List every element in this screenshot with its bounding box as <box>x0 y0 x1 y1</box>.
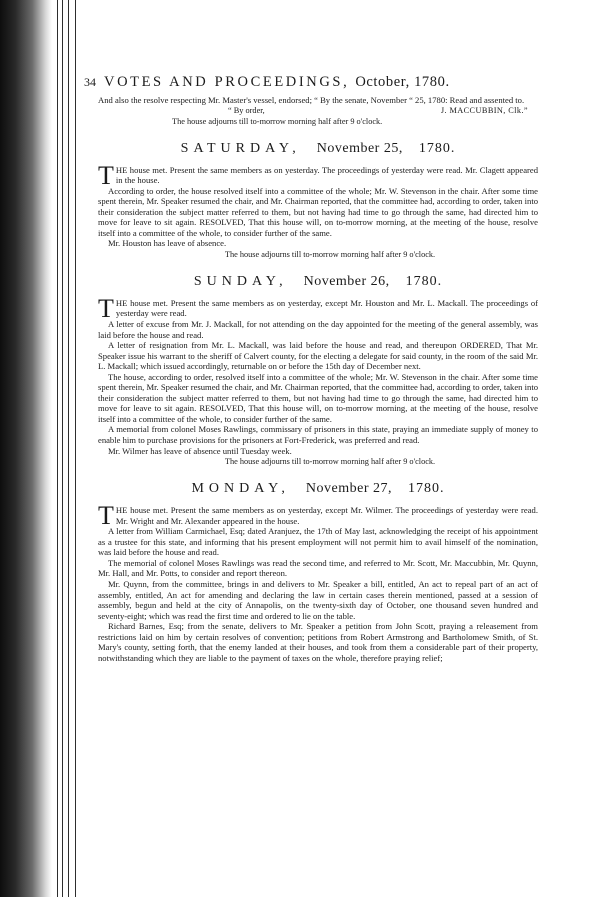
paragraph: According to order, the house resolved itself into a committee of the whole; Mr. W. Stevenson in the chair. After some time spent therein, Mr. Speaker resumed the chair, and Mr. Chairman reported, that the committee had, according to order, taken into their consideration the subject matter referred to them, but not having had time to go through the same, had directed him to move for leave to sit again. RESOLVED, That this house will, on to-morrow morning, at the meeting of the house, resolve itself into a committee of the whole, to consider further of the same. <box>98 185 538 238</box>
document-page <box>84 74 538 663</box>
day-heading-saturday <box>98 141 538 157</box>
paragraph: THE house met. Present the same members as on yesterday. The proceedings of yesterday were read. Mr. Clagett appeared in the house. <box>98 160 538 190</box>
paragraph: A letter of excuse from Mr. J. Mackall, for not attending on the day appointed for the meeting of the general assembly, was laid before the house and read. <box>98 319 538 340</box>
binding-line <box>62 0 63 897</box>
paragraph: Mr. Houston has leave of absence. <box>108 238 227 249</box>
running-header <box>84 74 538 91</box>
drop-cap: T <box>98 160 114 190</box>
day-date: November 26, <box>303 273 390 289</box>
paragraph: The memorial of colonel Moses Rawlings was read the second time, and referred to Mr. Scott, Mr. Maccubbin, Mr. Quynn, Mr. Hall, and Mr. Potts, to consider and report thereon. <box>98 557 538 579</box>
adjournment-note: The house adjourns till to-morrow morning half after 9 o'clock. <box>224 249 436 259</box>
paragraph: A letter from William Carmichael, Esq; dated Aranjuez, the 17th of May last, acknowledging the receipt of his appointment as a trustee for this state, and informing that his present employment will not permit him to avail himself of the nomination, was laid before the house and read. <box>98 526 538 558</box>
by-order: “ By order, <box>228 105 265 115</box>
binding-line <box>75 0 76 897</box>
day-heading-sunday <box>98 274 538 290</box>
paragraph: And also the resolve respecting Mr. Master's vessel, endorsed; “ By the senate, November “ 25, 1780: Read and assented to. <box>98 95 525 105</box>
paragraph: THE house met. Present the same members as on yesterday, except Mr. Houston and Mr. L. Mackall. The proceedings of yesterday were read. <box>98 293 538 323</box>
day-heading-monday <box>98 481 538 497</box>
paragraph: Mr. Quynn, from the committee, brings in and delivers to Mr. Speaker a bill, entitled, An act to repeal part of an act of assembly, entitled, An act for amending and declaring the law in certain cases therein mentioned, passed at a session of assembly, begun and held at the city of Annapolis, on the twenty-sixth day of October, one thousand seven hundred and seventy-eight; which was read the first time and ordered to lie on the table. <box>98 578 538 621</box>
paragraph: A memorial from colonel Moses Rawlings, commissary of prisoners in this state, praying an immediate supply of money to enable him to purchase provisions for the prisoners at Fort-Frederick, was preferred and read. <box>98 424 538 446</box>
drop-cap: T <box>98 293 114 323</box>
drop-cap: T <box>98 501 114 531</box>
day-name: MONDAY, <box>191 481 290 497</box>
paragraph: Mr. Wilmer has leave of absence until Tuesday week. <box>108 445 292 456</box>
binding-line <box>57 0 58 897</box>
paragraph: The house, according to order, resolved itself into a committee of the whole; Mr. W. Stevenson in the chair. After some time spent therein, Mr. Speaker resumed the chair, and Mr. Chairman reported, that the committee had, according to order, taken into their consideration the subject matter referred to them, but not having had time to go through the same, had directed him to move for leave to sit again. RESOLVED, That this house will, on to-morrow morning, at the meeting of the house, resolve itself into a committee of the whole, to consider further of the same. <box>98 371 538 424</box>
day-year: 1780. <box>418 140 456 156</box>
day-year: 1780. <box>405 273 443 289</box>
clerk-signature: J. MACCUBBIN, Clk.” <box>440 105 528 115</box>
paragraph: A letter of resignation from Mr. L. Mackall, was laid before the house and read, and thereupon ORDERED, That Mr. Speaker issue his warrant to the sheriff of Calvert county, for the electing a delegate for said county, in the room of the said Mr. L. Mackall; which issued accordingly, returnable on or before the 15th day of December next. <box>98 340 538 372</box>
day-name: SATURDAY, <box>180 140 301 156</box>
day-year: 1780. <box>408 481 445 497</box>
running-title: VOTES AND PROCEEDINGS, <box>104 74 350 90</box>
day-name: SUNDAY, <box>193 273 288 289</box>
paragraph: Richard Barnes, Esq; from the senate, delivers to Mr. Speaker a petition from John Scott, praying a releasement from restrictions laid on him by certain resolves of convention; petitions from Robert Armstrong and Bartholomew Smith, of St. Mary's county, setting forth, that the enemy landed at their houses, and took from them a considerable part of their property, notwithstanding which they are liable to the payment of taxes on the whole, therefore praying relief; <box>98 621 538 663</box>
adjournment-note: The house adjourns till to-morrow morning half after 9 o'clock. <box>224 457 436 467</box>
day-date: November 27, <box>305 481 392 497</box>
running-date: October, 1780. <box>355 74 450 90</box>
day-date: November 25, <box>316 140 403 156</box>
page-number: 34 <box>84 75 96 89</box>
paragraph: THE house met. Present the same members as on yesterday, except Mr. Wilmer. The proceedings of yesterday were read. Mr. Wright and Mr. Alexander appeared in the house. <box>98 501 538 531</box>
scan-binding-shadow <box>0 0 52 897</box>
signature-line <box>98 106 538 117</box>
adjournment-note: The house adjourns till to-morrow morning half after 9 o'clock. <box>172 116 383 126</box>
binding-line <box>68 0 69 897</box>
